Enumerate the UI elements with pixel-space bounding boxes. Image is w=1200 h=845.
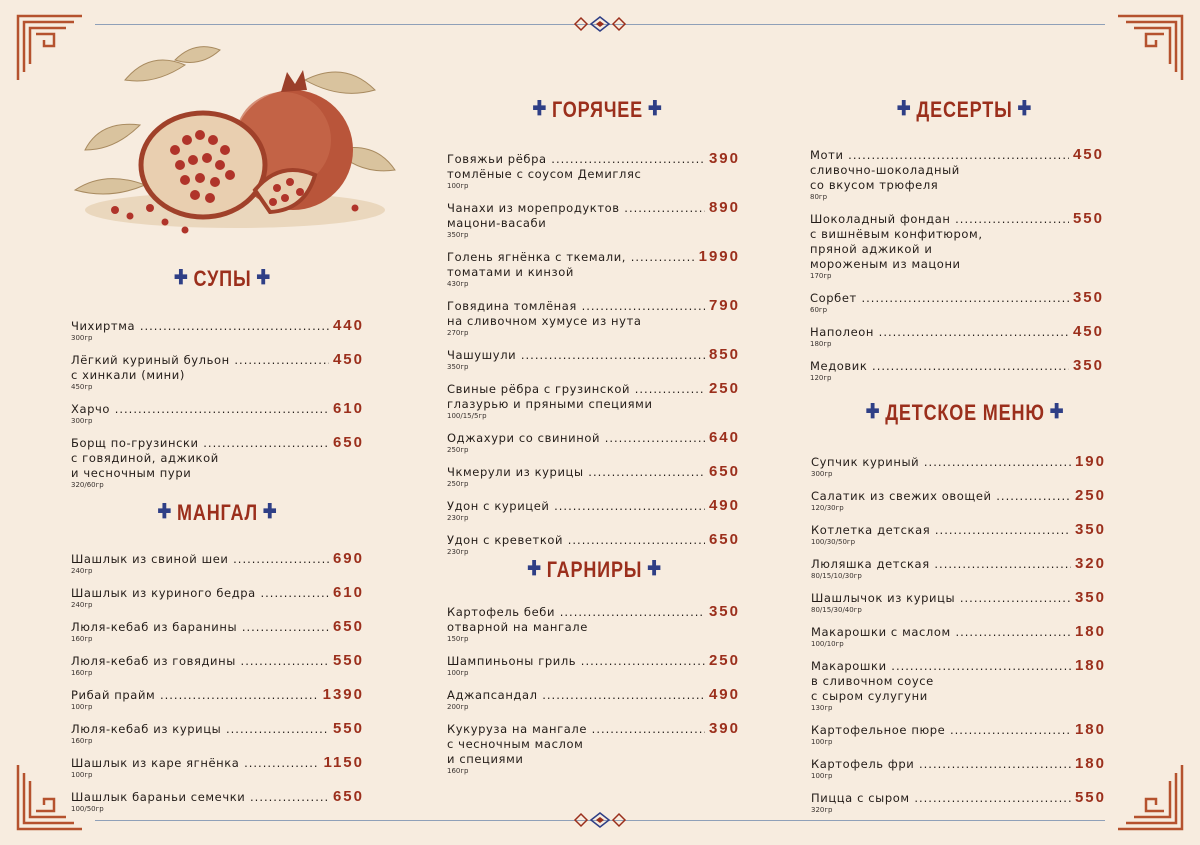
menu-item-weight: 320/60гр	[71, 481, 104, 489]
menu-item	[447, 297, 740, 338]
section-title-sides: ✚ ГАРНИРЫ ✚	[527, 557, 662, 582]
menu-item-name: Салатик из свежих овощей .....	[811, 489, 1071, 503]
diamond-ornament-icon	[573, 812, 627, 828]
menu-item	[71, 754, 364, 780]
menu-item-weight: 130гр	[811, 704, 833, 712]
menu-item-price: 440	[332, 317, 364, 334]
menu-item-description: с хинкали (мини)	[71, 368, 185, 382]
menu-item-description: на сливочном хумусе из нута	[447, 314, 642, 328]
menu-item	[811, 789, 1106, 815]
menu-item-weight: 100/50гр	[71, 805, 104, 813]
menu-item-name: Лёгкий куриный бульон .....	[71, 353, 329, 367]
menu-item-weight: 150гр	[447, 635, 469, 643]
menu-item	[811, 721, 1106, 747]
menu-item-name: Картофельное пюре .....	[811, 723, 1071, 737]
menu-item-weight: 320гр	[811, 806, 833, 814]
menu-item-description: томатами и кинзой	[447, 265, 574, 279]
menu-item	[810, 289, 1104, 315]
menu-item-weight: 300гр	[71, 334, 93, 342]
menu-item-name: Удон с курицей .....	[447, 499, 705, 513]
menu-item-description: в сливочном соусе	[811, 674, 934, 688]
menu-item-weight: 230гр	[447, 548, 469, 556]
section-title-grill: ✚ МАНГАЛ ✚	[157, 500, 278, 525]
menu-item-price: 650	[332, 618, 364, 635]
menu-item-name: Шашлык из свиной шеи .....	[71, 552, 329, 566]
menu-item-weight: 120гр	[810, 374, 832, 382]
menu-item	[811, 453, 1106, 479]
menu-item-name: Шоколадный фондан .....	[810, 212, 1069, 226]
menu-item	[447, 150, 740, 191]
menu-item-name: Чкмерули из курицы .....	[447, 465, 705, 479]
menu-item-price: 250	[708, 652, 740, 669]
menu-item	[811, 623, 1106, 649]
menu-item	[71, 550, 364, 576]
menu-item-name: Медовик .....	[810, 359, 1069, 373]
menu-item-description: и специями	[447, 752, 524, 766]
menu-item-name: Пицца с сыром .....	[811, 791, 1071, 805]
greek-key-corner-icon	[1114, 761, 1186, 833]
menu-item-weight: 300гр	[71, 417, 93, 425]
menu-item-name: Макарошки .....	[811, 659, 1071, 673]
menu-item-price: 450	[1072, 146, 1104, 163]
menu-item-price: 610	[332, 400, 364, 417]
menu-item-price: 790	[708, 297, 740, 314]
menu-item-weight: 100гр	[811, 738, 833, 746]
menu-list-desserts	[810, 146, 1104, 391]
menu-item	[447, 652, 740, 678]
menu-item-price: 650	[332, 788, 364, 805]
diamond-ornament-icon	[573, 16, 627, 32]
menu-item-price: 550	[332, 720, 364, 737]
menu-item-price: 1150	[323, 754, 364, 771]
menu-item-name: Оджахури со свининой .....	[447, 431, 705, 445]
menu-list-grill	[71, 550, 364, 822]
menu-item-weight: 120/30гр	[811, 504, 844, 512]
menu-item-name: Борщ по-грузински .....	[71, 436, 329, 450]
menu-item-price: 180	[1074, 755, 1106, 772]
menu-item	[447, 531, 740, 557]
menu-item-weight: 60гр	[810, 306, 828, 314]
menu-item	[447, 429, 740, 455]
menu-item	[71, 434, 364, 490]
menu-item-name: Чихиртма .....	[71, 319, 329, 333]
menu-item-name: Наполеон .....	[810, 325, 1069, 339]
menu-item	[447, 497, 740, 523]
menu-item-weight: 100гр	[71, 703, 93, 711]
menu-item	[811, 555, 1106, 581]
menu-item-name: Чашушули .....	[447, 348, 705, 362]
menu-item	[447, 248, 740, 289]
menu-item-name: Картофель фри .....	[811, 757, 1071, 771]
menu-item-description: томлёные с соусом Демигляс	[447, 167, 642, 181]
menu-item-name: Говядина томлёная .....	[447, 299, 705, 313]
menu-item-name: Котлетка детская .....	[811, 523, 1071, 537]
menu-item-weight: 80/15/30/40гр	[811, 606, 862, 614]
menu-item-description: с вишнёвым конфитюром,	[810, 227, 983, 241]
menu-item-name: Шампиньоны гриль .....	[447, 654, 705, 668]
menu-item-name: Шашлык бараньи семечки .....	[71, 790, 329, 804]
section-title-soups: ✚ СУПЫ ✚	[174, 266, 271, 291]
menu-item-name: Чанахи из морепродуктов .....	[447, 201, 705, 215]
menu-item-description: глазурью и пряными специями	[447, 397, 653, 411]
menu-item-name: Люляшка детская .....	[811, 557, 1071, 571]
menu-item	[71, 618, 364, 644]
menu-item	[447, 380, 740, 421]
menu-item-name: Рибай прайм .....	[71, 688, 319, 702]
menu-item	[811, 589, 1106, 615]
menu-item-weight: 100гр	[447, 182, 469, 190]
menu-item-weight: 430гр	[447, 280, 469, 288]
menu-item-name: Люля-кебаб из говядины .....	[71, 654, 329, 668]
menu-item-weight: 160гр	[71, 737, 93, 745]
menu-item	[447, 603, 740, 644]
menu-item-description: мороженым из мацони	[810, 257, 961, 271]
menu-item-name: Моти .....	[810, 148, 1069, 162]
menu-item-weight: 100/10гр	[811, 640, 844, 648]
menu-item-name: Шашлык из каре ягнёнка .....	[71, 756, 319, 770]
menu-item	[447, 463, 740, 489]
menu-item-price: 690	[332, 550, 364, 567]
menu-item-weight: 350гр	[447, 363, 469, 371]
menu-item-weight: 170гр	[810, 272, 832, 280]
section-title-desserts: ✚ ДЕСЕРТЫ ✚	[896, 97, 1033, 122]
menu-item	[71, 400, 364, 426]
menu-item-description: со вкусом трюфеля	[810, 178, 939, 192]
menu-item-weight: 450гр	[71, 383, 93, 391]
menu-item-price: 180	[1074, 623, 1106, 640]
menu-item-weight: 100гр	[71, 771, 93, 779]
menu-item-weight: 80гр	[810, 193, 828, 201]
menu-item	[447, 199, 740, 240]
menu-item-weight: 180гр	[810, 340, 832, 348]
menu-item-price: 1390	[322, 686, 364, 703]
menu-item-price: 190	[1074, 453, 1106, 470]
menu-item-description: с говядиной, аджикой	[71, 451, 219, 465]
menu-item-price: 490	[708, 497, 740, 514]
menu-item-name: Аджапсандал .....	[447, 688, 705, 702]
menu-item	[71, 788, 364, 814]
menu-item-weight: 100гр	[447, 669, 469, 677]
menu-item-weight: 160гр	[71, 635, 93, 643]
menu-item-weight: 270гр	[447, 329, 469, 337]
menu-item-price: 350	[1074, 589, 1106, 606]
menu-item-price: 610	[332, 584, 364, 601]
menu-item-price: 320	[1074, 555, 1106, 572]
menu-item-price: 350	[708, 603, 740, 620]
menu-item-weight: 250гр	[447, 446, 469, 454]
menu-list-sides	[447, 603, 740, 784]
menu-item	[810, 210, 1104, 281]
menu-item-price: 550	[332, 652, 364, 669]
menu-item-price: 390	[708, 720, 740, 737]
menu-item-price: 450	[1072, 323, 1104, 340]
menu-item-name: Макарошки с маслом .....	[811, 625, 1071, 639]
menu-item-weight: 100гр	[811, 772, 833, 780]
menu-item-price: 550	[1072, 210, 1104, 227]
menu-item-price: 180	[1074, 657, 1106, 674]
menu-item	[810, 357, 1104, 383]
pomegranate-illustration	[55, 40, 400, 240]
menu-item	[447, 346, 740, 372]
menu-item-price: 1990	[698, 248, 740, 265]
menu-item-weight: 200гр	[447, 703, 469, 711]
menu-item-description: с сыром сулугуни	[811, 689, 928, 703]
menu-item-price: 250	[708, 380, 740, 397]
menu-item	[811, 487, 1106, 513]
menu-item-name: Харчо .....	[71, 402, 329, 416]
menu-item-weight: 240гр	[71, 567, 93, 575]
menu-item-price: 890	[708, 199, 740, 216]
greek-key-corner-icon	[1114, 12, 1186, 84]
menu-item-price: 850	[708, 346, 740, 363]
menu-item-price: 350	[1072, 289, 1104, 306]
menu-item-price: 650	[708, 463, 740, 480]
menu-item-name: Удон с креветкой .....	[447, 533, 705, 547]
menu-item-price: 490	[708, 686, 740, 703]
menu-item	[811, 755, 1106, 781]
menu-item-description: и чесночным пури	[71, 466, 192, 480]
menu-item-description: пряной аджикой и	[810, 242, 933, 256]
menu-item-weight: 240гр	[71, 601, 93, 609]
menu-item-price: 350	[1072, 357, 1104, 374]
menu-item	[447, 686, 740, 712]
menu-item-name: Говяжьи рёбра .....	[447, 152, 705, 166]
menu-item	[71, 351, 364, 392]
menu-item-description: сливочно-шоколадный	[810, 163, 960, 177]
menu-item-price: 350	[1074, 521, 1106, 538]
menu-item-description: отварной на мангале	[447, 620, 588, 634]
menu-item-description: мацони-васаби	[447, 216, 547, 230]
menu-item-price: 640	[708, 429, 740, 446]
menu-item-price: 450	[332, 351, 364, 368]
menu-item	[71, 686, 364, 712]
menu-item-weight: 80/15/10/30гр	[811, 572, 862, 580]
menu-item-weight: 160гр	[447, 767, 469, 775]
menu-item-price: 250	[1074, 487, 1106, 504]
menu-item	[810, 323, 1104, 349]
menu-item-name: Голень ягнёнка с ткемали, .....	[447, 250, 695, 264]
menu-item-name: Свиные рёбра с грузинской .....	[447, 382, 705, 396]
menu-item-price: 650	[332, 434, 364, 451]
menu-item-weight: 230гр	[447, 514, 469, 522]
menu-item-price: 650	[708, 531, 740, 548]
menu-item-name: Кукуруза на мангале .....	[447, 722, 705, 736]
menu-item-price: 390	[708, 150, 740, 167]
menu-item-weight: 300гр	[811, 470, 833, 478]
section-title-hot: ✚ ГОРЯЧЕЕ ✚	[532, 97, 663, 122]
menu-item	[811, 657, 1106, 713]
menu-item	[71, 317, 364, 343]
menu-item-name: Сорбет .....	[810, 291, 1069, 305]
menu-item-weight: 250гр	[447, 480, 469, 488]
menu-item-price: 550	[1074, 789, 1106, 806]
menu-item	[71, 720, 364, 746]
menu-item-weight: 160гр	[71, 669, 93, 677]
menu-item-name: Шашлык из куриного бедра .....	[71, 586, 329, 600]
menu-item-weight: 350гр	[447, 231, 469, 239]
menu-item-weight: 100/15/5гр	[447, 412, 487, 420]
menu-item-name: Супчик куриный .....	[811, 455, 1071, 469]
menu-item	[71, 584, 364, 610]
menu-list-soups	[71, 317, 364, 498]
menu-item	[811, 521, 1106, 547]
menu-item-description: с чесночным маслом	[447, 737, 584, 751]
menu-item-name: Шашлычок из курицы .....	[811, 591, 1071, 605]
menu-item-weight: 100/30/50гр	[811, 538, 856, 546]
menu-list-kids	[811, 453, 1106, 823]
menu-item	[810, 146, 1104, 202]
section-title-kids: ✚ ДЕТСКОЕ МЕНЮ ✚	[865, 400, 1065, 425]
menu-item	[447, 720, 740, 776]
menu-list-hot	[447, 150, 740, 565]
menu-item-name: Картофель беби .....	[447, 605, 705, 619]
menu-item-price: 180	[1074, 721, 1106, 738]
menu-item	[71, 652, 364, 678]
menu-item-name: Люля-кебаб из баранины .....	[71, 620, 329, 634]
menu-item-name: Люля-кебаб из курицы .....	[71, 722, 329, 736]
